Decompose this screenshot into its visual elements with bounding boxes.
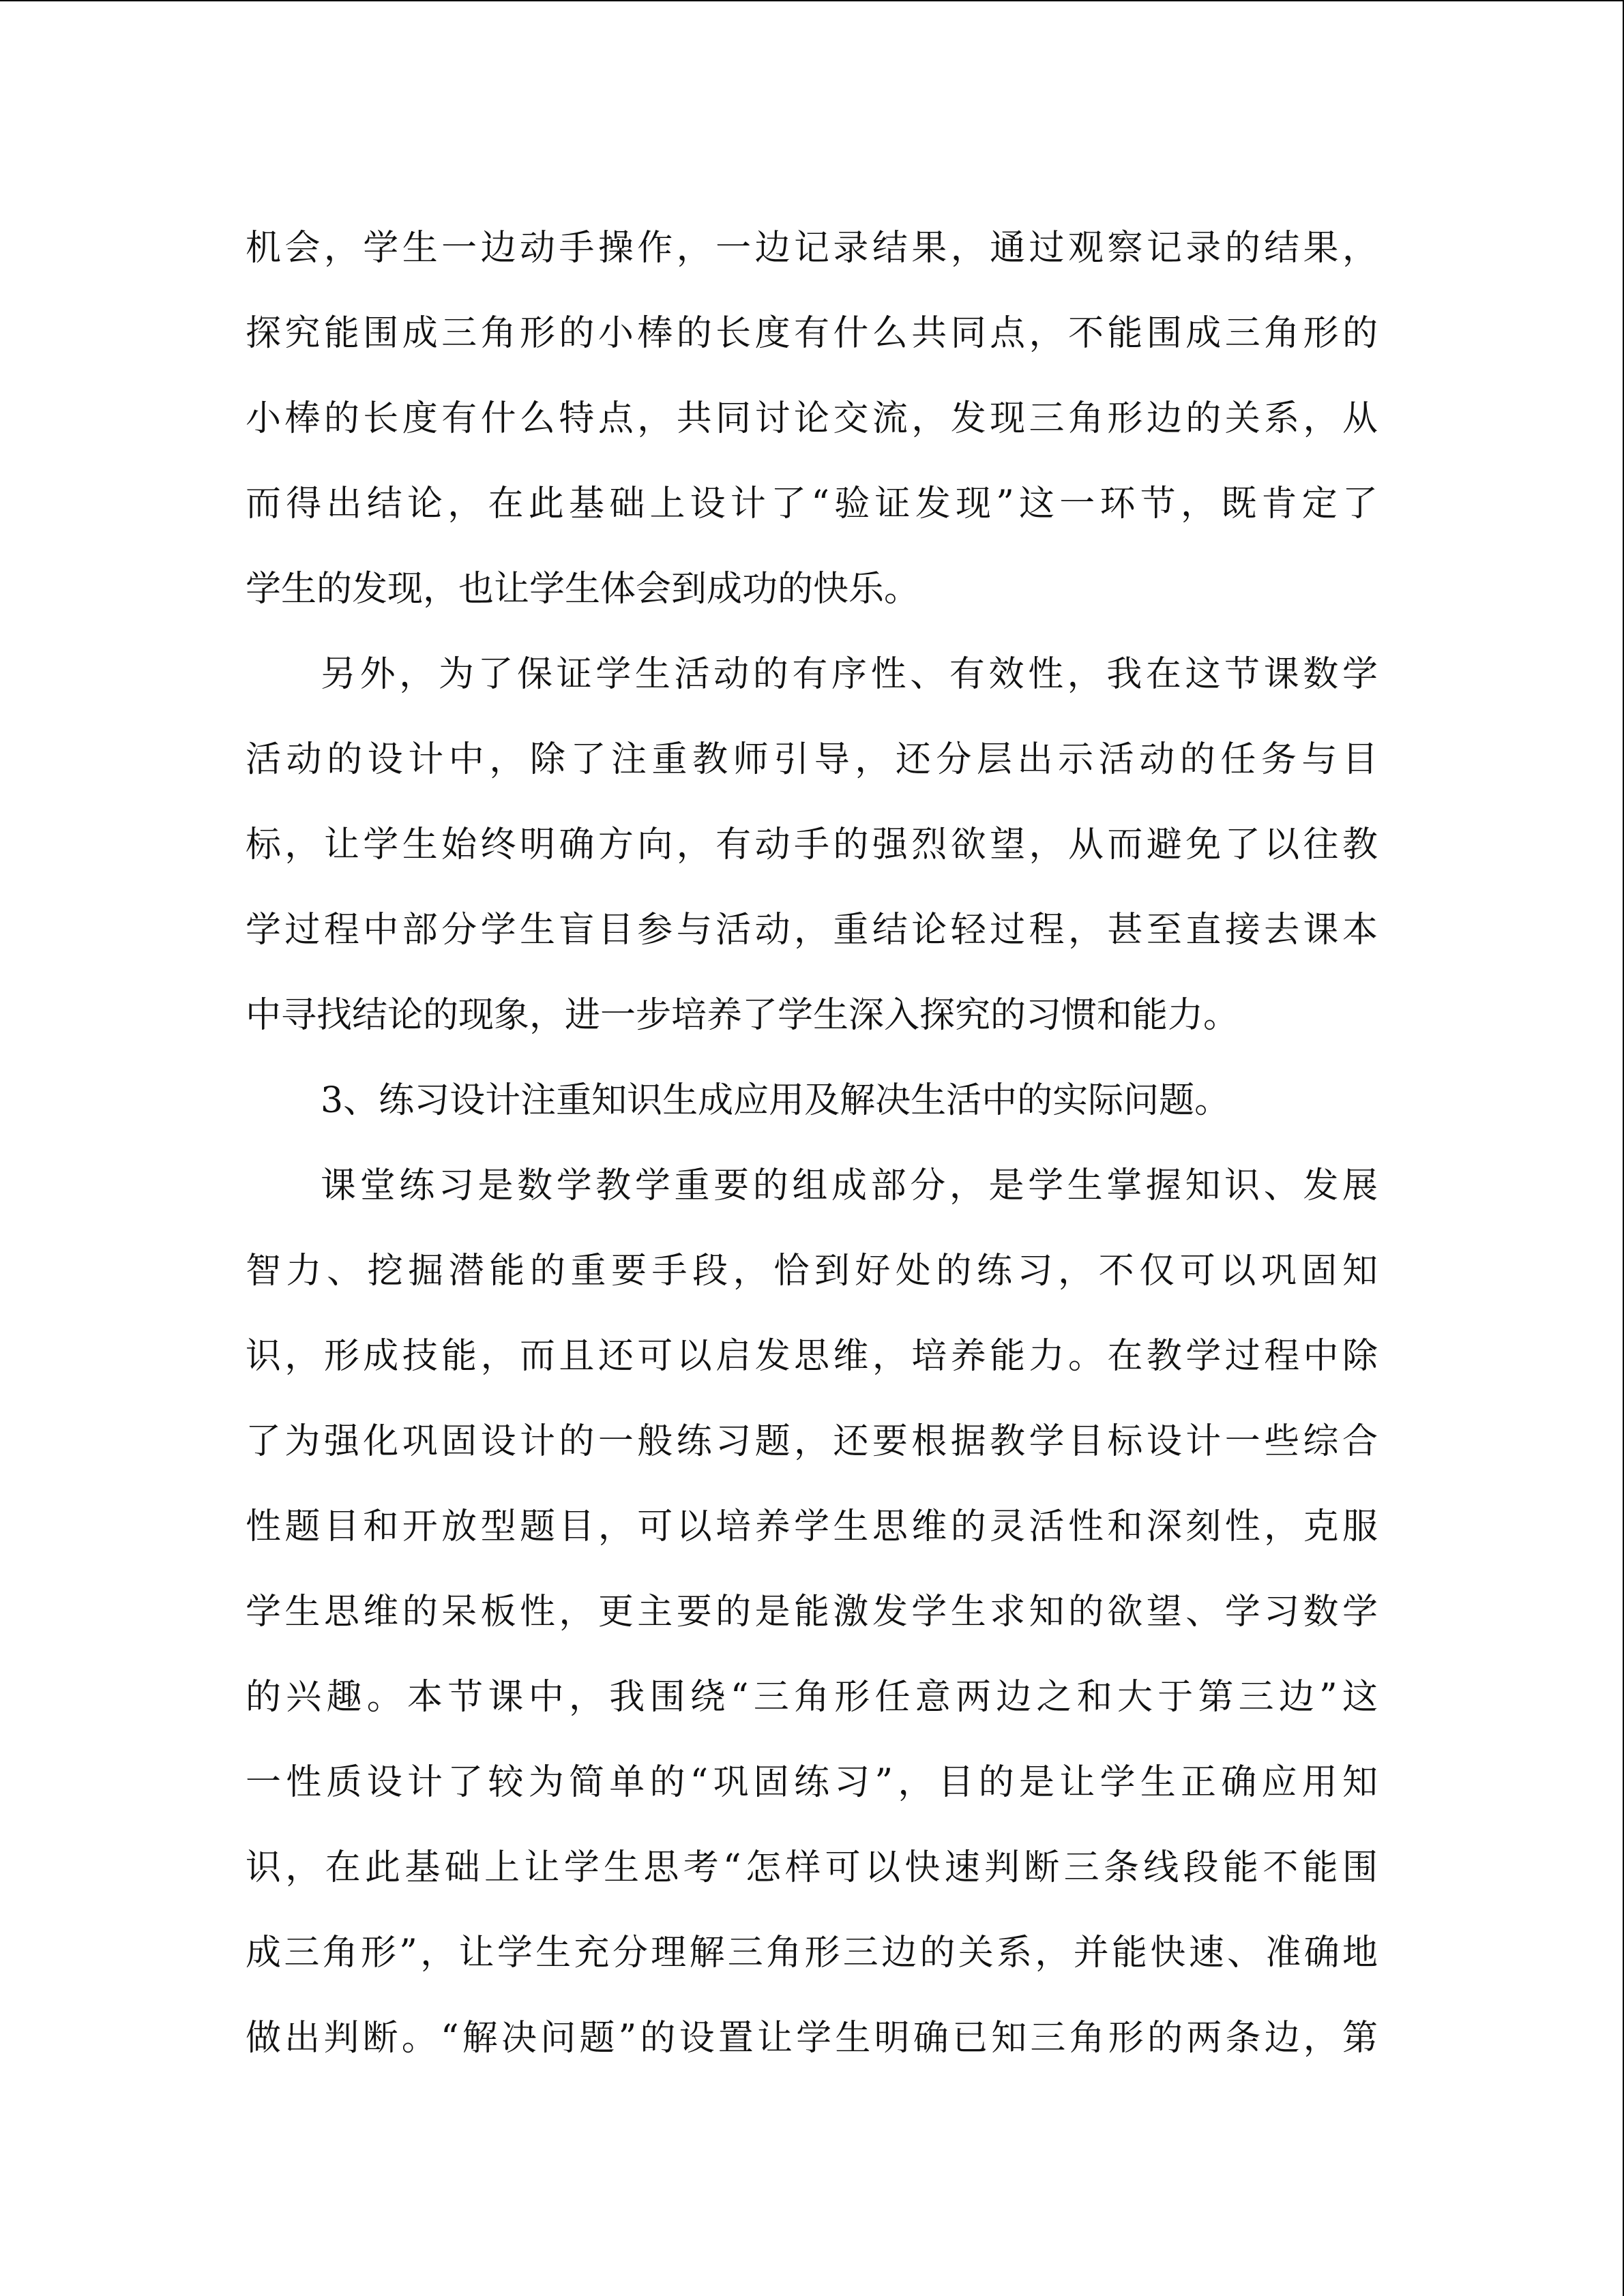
text-line: 识，在此基础上让学生思考“怎样可以快速判断三条线段能不能围: [246, 1847, 1378, 1888]
text-line: 做出判断。“解决问题”的设置让学生明确已知三角形的两条边，第: [246, 2018, 1378, 2059]
text-line: 标，让学生始终明确方向，有动手的强烈欲望，从而避免了以往教: [246, 824, 1378, 865]
text-line: 小棒的长度有什么特点，共同讨论交流，发现三角形边的关系，从: [246, 398, 1378, 439]
text-line: 学生的发现，也让学生体会到成功的快乐。: [246, 569, 920, 610]
text-line: 学生思维的呆板性，更主要的是能激发学生求知的欲望、学习数学: [246, 1592, 1378, 1632]
text-line: 的兴趣。本节课中，我围绕“三角形任意两边之和大于第三边”这: [246, 1677, 1378, 1718]
document-body: [246, 206, 1378, 2081]
text-line: 探究能围成三角形的小棒的长度有什么共同点，不能围成三角形的: [246, 313, 1378, 354]
text-line: 活动的设计中，除了注重教师引导，还分层出示活动的任务与目: [246, 739, 1378, 780]
text-line: 了为强化巩固设计的一般练习题，还要根据教学目标设计一些综合: [246, 1421, 1378, 1462]
text-line: 另外，为了保证学生活动的有序性、有效性，我在这节课数学: [321, 654, 1378, 695]
text-line: 识，形成技能，而且还可以启发思维，培养能力。在教学过程中除: [246, 1336, 1378, 1377]
text-line: 成三角形”，让学生充分理解三角形三边的关系，并能快速、准确地: [246, 1933, 1378, 1973]
text-line: 中寻找结论的现象，进一步培养了学生深入探究的习惯和能力。: [246, 995, 1239, 1036]
text-line: 课堂练习是数学教学重要的组成部分，是学生掌握知识、发展: [321, 1165, 1378, 1206]
section-heading: 3、练习设计注重知识生成应用及解决生活中的实际问题。: [321, 1080, 1230, 1121]
text-line: 而得出结论，在此基础上设计了“验证发现”这一环节，既肯定了: [246, 483, 1378, 524]
text-line: 机会，学生一边动手操作，一边记录结果，通过观察记录的结果，: [246, 228, 1378, 269]
text-line: 智力、挖掘潜能的重要手段，恰到好处的练习，不仅可以巩固知: [246, 1251, 1378, 1292]
text-line: 性题目和开放型题目，可以培养学生思维的灵活性和深刻性，克服: [246, 1506, 1378, 1547]
text-line: 学过程中部分学生盲目参与活动，重结论轻过程，甚至直接去课本: [246, 910, 1378, 951]
text-line: 一性质设计了较为简单的“巩固练习”，目的是让学生正确应用知: [246, 1762, 1378, 1803]
